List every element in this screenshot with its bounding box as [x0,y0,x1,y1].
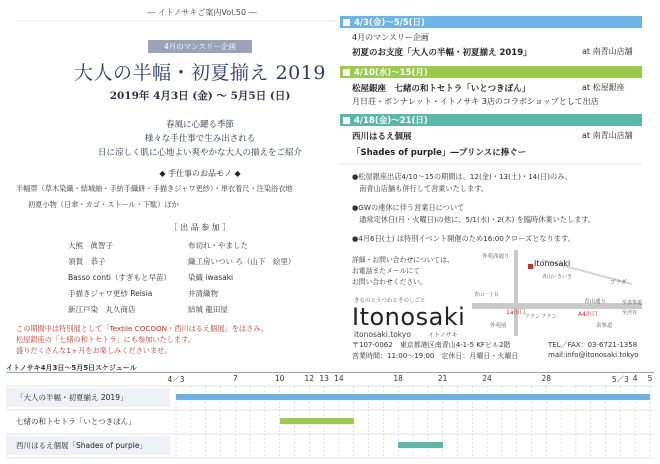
shop-mail[interactable]: mail:info@itonosaki.tokyo [548,351,639,359]
schedule-row-label: 「大人の半幅・初夏揃え 2019」 [6,388,170,407]
exhibition-3-line2: 「Shades of purple」―プリンスに捧ぐー [352,148,527,158]
artists-heading: ［ 出 品 参 加 ］ [169,223,231,232]
goods-line-2: 初夏小物（日傘・カゴ・ストール・下駄）ほか [28,200,179,209]
shop-hours: 営業時間：11:00～19:00 定休日：月曜日・火曜日 [352,352,519,360]
tick-label: 4／3 [167,375,185,384]
tick-label: 12 [304,374,315,383]
artist-right-5: 結城 龍田屋 [188,305,228,314]
map-label-gaien-nishi: 外苑西通り [482,254,510,260]
schedule-title: イトノサキ4月3日～5月5日スケジュール [6,364,137,372]
tagline-2: 様々な手仕事で生み出される [144,134,256,144]
notice-line-2: 松屋銀座の「七緒の和トセトラ」にも参加いたします。 [16,335,195,344]
info-1-b: 南青山店舗も併行して営業いたします。 [352,184,488,193]
map [472,250,642,336]
exhibition-1-period: 4/3(金)～5/5(日) [354,18,425,28]
map-label-to-omotesando: 至表参道 [622,300,642,306]
exhibition-1-bar [340,16,642,28]
square-icon [343,19,350,26]
map-label-1a: 1a出口 [506,309,526,316]
artist-left-5: 新江戸染 丸久商店 [68,305,136,314]
tagline-1: 春風に心躍る季節 [165,120,234,130]
shop-tagline: きものとうつわとそのしごと [354,298,426,304]
notice-line-1: この期間中は特別展として「Textile COCOON・西川はるえ個展」をはさみ、 [16,324,269,333]
exhibition-1-line2: 初夏のお支度「大人の半幅・初夏揃え 2019」 [352,48,532,58]
monthly-tag: 4月のマンスリー企画 [148,40,252,53]
exhibition-2-bar [340,66,642,78]
map-label-aoyama-dori: 青山通り [584,299,607,305]
map-label-itonosaki: Itonosaki [534,259,571,268]
contact-2: お電話またメールにて [352,267,420,275]
exhibition-3-bar [340,114,642,126]
tick-label: 28 [541,374,552,383]
date-range: 2019年 4月3日 (金) ～ 5月5日 (日) [109,90,291,102]
tick-label: 14 [334,374,344,383]
schedule-bar [280,418,354,424]
exhibition-1-line1: 4月のマンスリー企画 [352,33,429,42]
schedule-row-label: 七緒の和トセトラ「いとつきぽん」 [6,412,170,431]
contact-3: お問い合わせください。 [352,278,427,286]
map-label-ikiiki: 青山いきいき [542,274,573,280]
info-3-a: ●4月6日(土) は特別イベント開催のため16:00クローズとなります。 [352,234,575,243]
square-icon [343,117,350,124]
notice-line-3: 盛りだくさんな1ヶ月をお楽しみくださいませ。 [16,346,172,355]
map-label-prada: プラダ [610,280,627,286]
artist-right-4: 井清織物 [188,289,218,298]
contact-1: 詳細・お問い合わせについては、 [352,256,454,264]
exhibition-2-line1: 松屋銀座 七緒の和トセトラ「いとつきぽん」 [352,84,531,94]
tick-label: 4 [632,374,638,383]
shop-logo: Itonosaki [352,303,466,331]
map-label-aoyama-itchome: 青山一丁目 [474,292,500,298]
artist-left-4: 手描きジャワ更紗 Reisia [68,289,153,298]
divider [16,20,336,22]
goods-line-1: 半幅帯（草木染織・結城紬・手紡手織絣・手描きジャワ更紗）・単衣着尺・注染浴衣地 [16,184,293,193]
map-label-francfranc: フランフラン [524,314,558,320]
tick-label: 7 [232,374,238,383]
info-2-b: 通常定休日(月・火曜日)の他に、5/1(水)・2(木) を臨時休業いたします。 [352,215,596,224]
artist-left-1: 大熊 眞智子 [68,241,113,250]
shop-tel: TEL／FAX：03-6721-1358 [548,341,638,349]
tick-label: 5／3 [611,375,629,384]
divider [340,163,642,165]
tick-label: 21 [437,374,448,383]
artist-right-1: 布切れ・やました [188,241,248,250]
tick-label: 10 [274,374,285,383]
artist-right-3: 染織 iwasaki [188,273,234,282]
schedule-row-label: 西川はるえ個展「Shades of purple」 [6,436,170,455]
tick-label: 18 [393,374,403,383]
square-icon [343,69,350,76]
exhibition-2-venue: at 松屋銀座 [582,83,625,92]
tagline-3: 日に涼しく肌に心地よい爽やかな大人の揃えをご紹介 [97,148,302,158]
map-label-a4: A4出口 [578,311,598,318]
exhibition-3-venue: at 南青山店舗 [582,131,633,140]
schedule-bar [176,394,650,400]
artist-left-3: Basso conti（すぎもと早苗） [68,273,172,282]
page-title: 大人の半幅・初夏揃え 2019 [74,62,326,84]
pin-icon [528,264,533,269]
map-label-gaienmae: 外苑前 [490,323,507,329]
tick-label: 24 [482,374,492,383]
vol-label: ― イトノサキご案内Vol.50 ― [147,8,257,17]
tick-label: 5 [647,374,653,383]
exhibition-3-line1: 西川はるえ個展 [352,132,412,142]
exhibition-1-venue: at 南青山店舗 [582,47,633,56]
info-1-a: ●松屋銀座出店4/10～15の期間は、12(金)・13(土)・14(日)のみ、 [352,172,573,181]
info-2-a: ●GWの連休に伴う営業日について [352,203,465,212]
artist-right-2: 織工房いつい ろ（山下 絵里） [188,257,296,266]
map-label-to-shibuya: 至渋谷 [622,310,638,316]
shop-address: 〒107-0062 東京都港区南青山4-1-5 KFビル2階 [352,341,511,349]
tick-label: 13 [319,374,329,383]
artist-left-2: 須賀 恭子 [68,257,106,266]
shop-name-sub: イトノサキ [428,332,458,339]
shop-url[interactable]: itonosaki.tokyo [354,330,411,339]
goods-heading: ◆ 手仕事のお品モノ ◆ [159,169,241,178]
map-label-omotesando: 表参道 [596,323,613,329]
exhibition-2-period: 4/10(水)～15(月) [354,68,428,78]
schedule-bar [398,442,442,448]
exhibition-3-period: 4/18(金)～21(日) [354,116,428,126]
exhibition-2-line2: 月日荘・ボンナレット・イトノサキ 3店のコラボショップとして出店 [352,97,599,106]
